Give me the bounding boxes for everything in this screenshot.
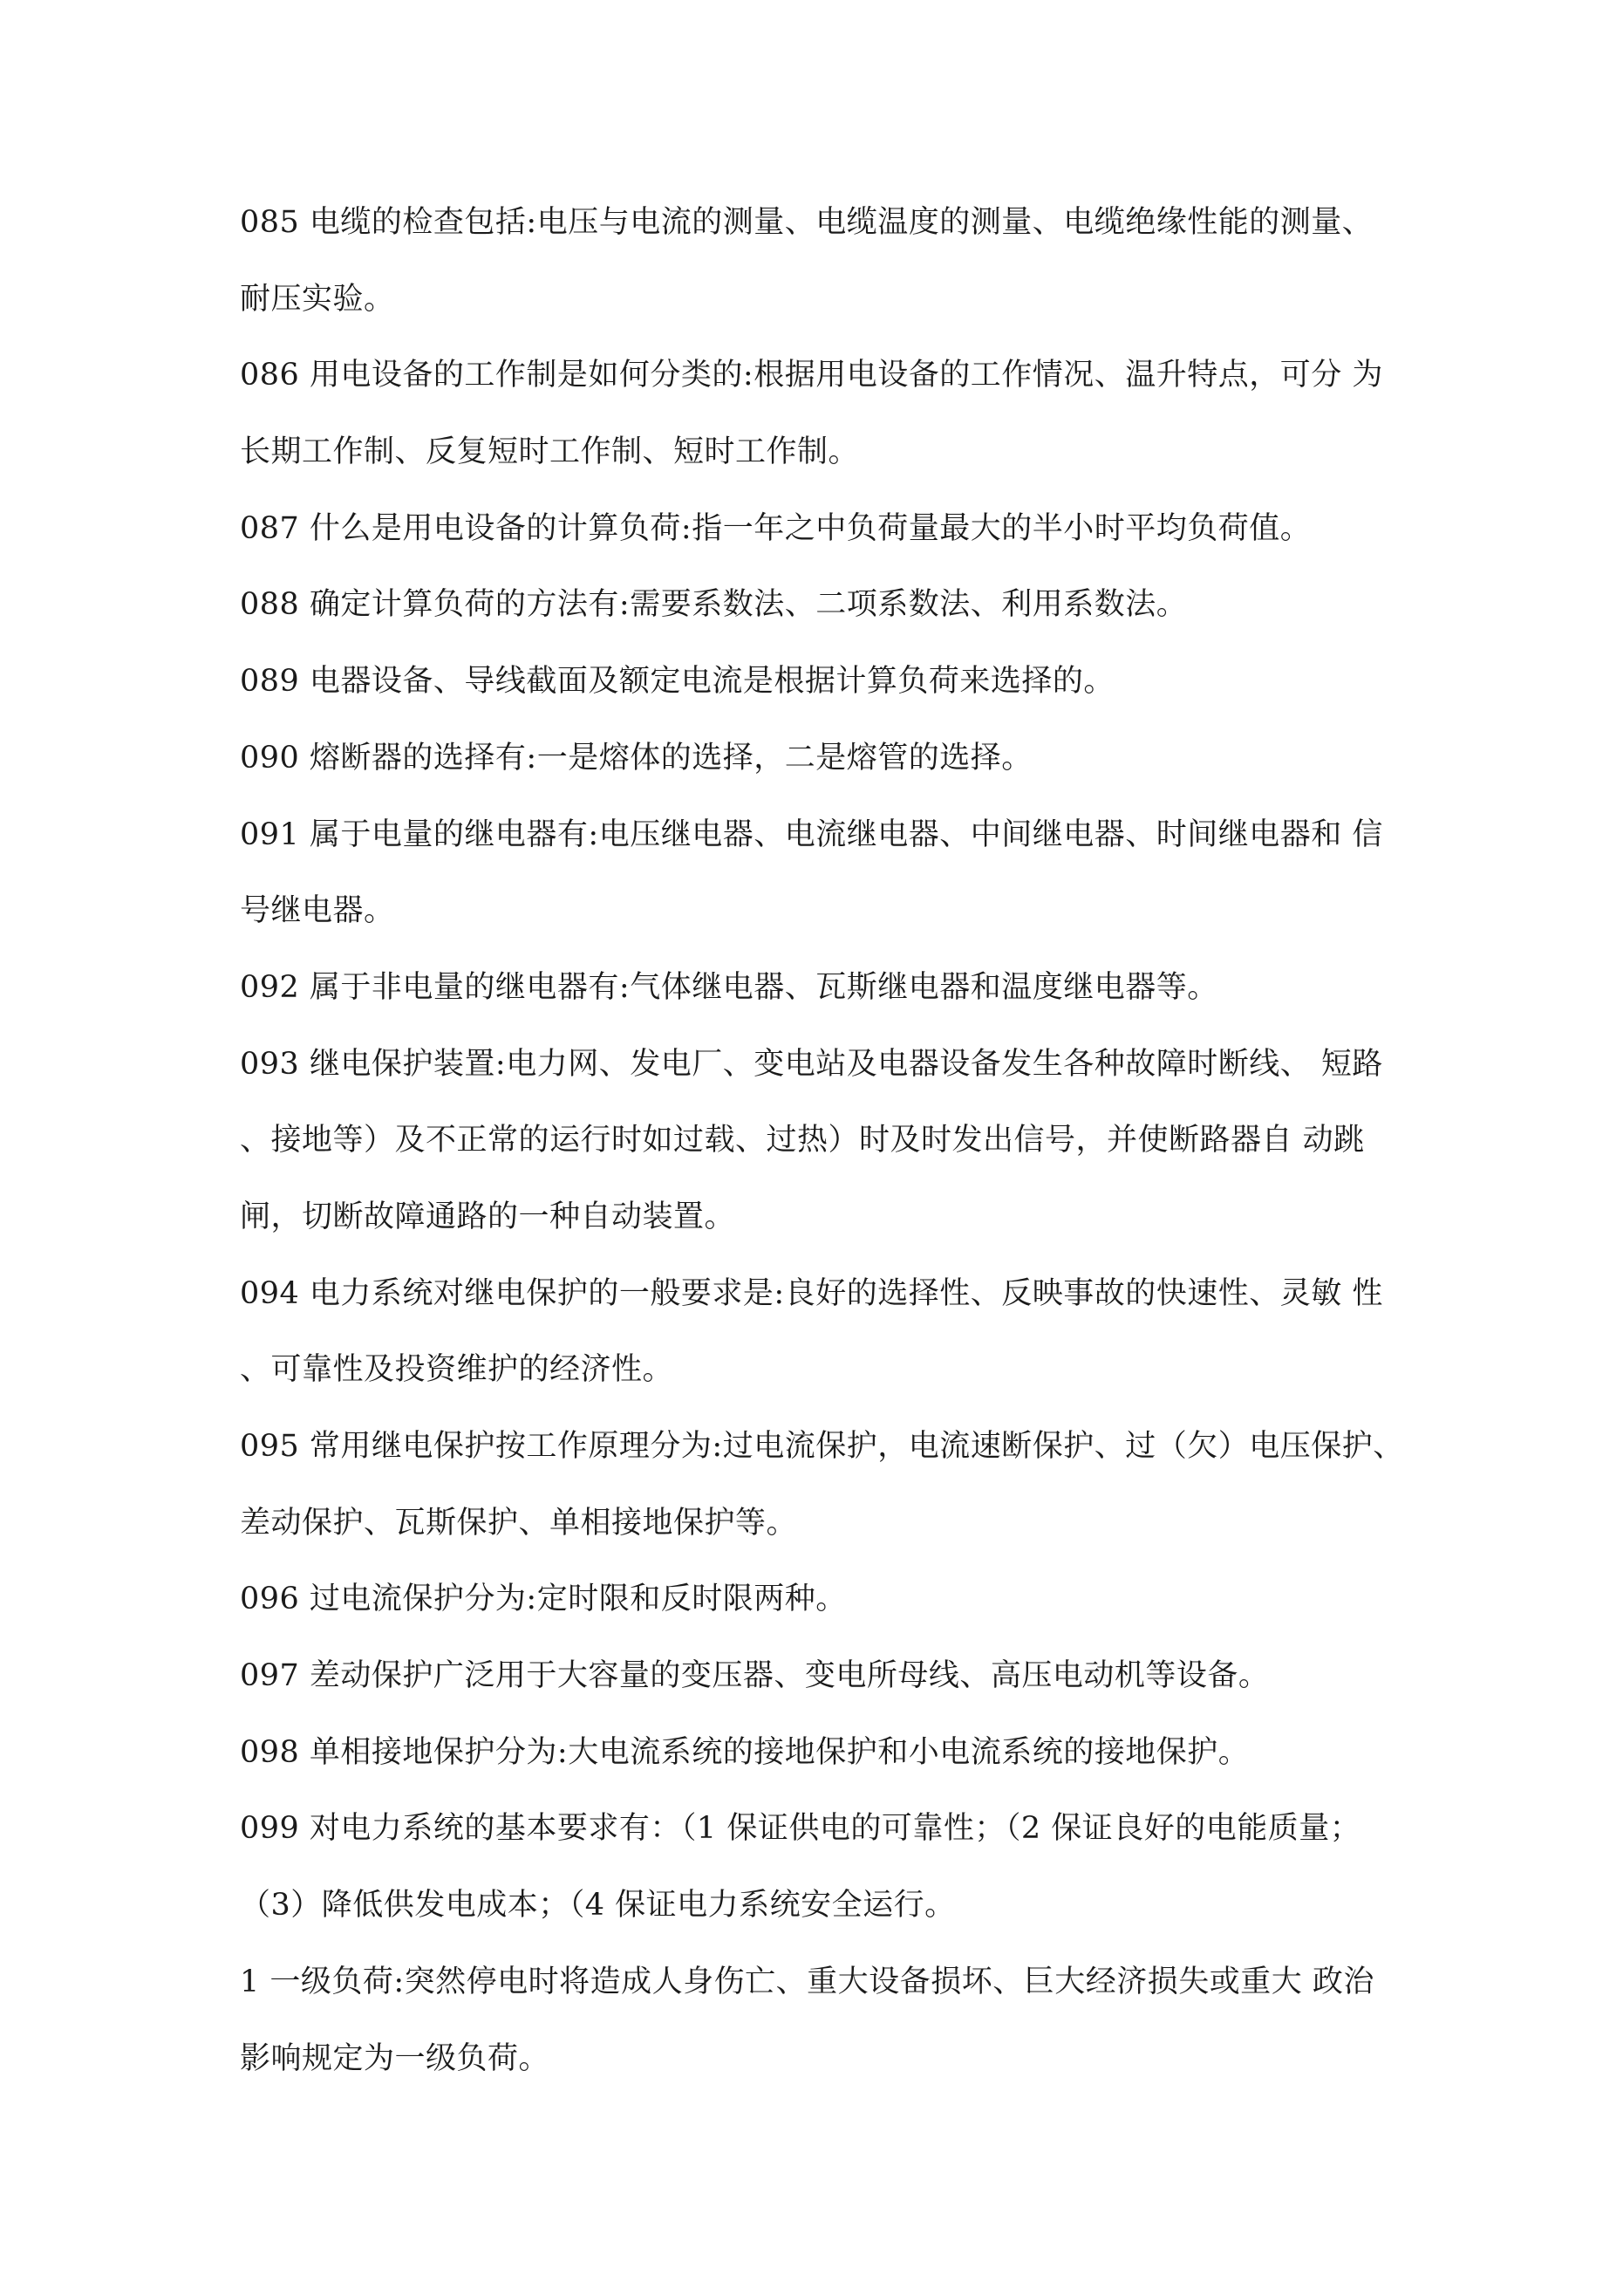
text-line-091-cont: 号继电器。 xyxy=(240,893,395,929)
text-line-094: 094 电力系统对继电保护的一般要求是:良好的选择性、反映事故的快速性、灵敏 性 xyxy=(240,1275,1383,1311)
text-line-089: 089 电器设备、导线截面及额定电流是根据计算负荷来选择的。 xyxy=(240,664,1115,700)
text-line-095: 095 常用继电保护按工作原理分为:过电流保护，电流速断保护、过（欠）电压保护、 xyxy=(240,1429,1404,1464)
text-line-092: 092 属于非电量的继电器有:气体继电器、瓦斯继电器和温度继电器等。 xyxy=(240,969,1218,1005)
text-line-099-cont: （3）降低供发电成本；（4 保证电力系统安全运行。 xyxy=(240,1888,956,1924)
text-line-096: 096 过电流保护分为:定时限和反时限两种。 xyxy=(240,1582,847,1617)
text-line-099: 099 对电力系统的基本要求有：（1 保证供电的可靠性；（2 保证良好的电能质量； xyxy=(240,1811,1361,1847)
text-line-087: 087 什么是用电设备的计算负荷:指一年之中负荷量最大的半小时平均负荷值。 xyxy=(240,510,1312,546)
text-line-085: 085 电缆的检查包括:电压与电流的测量、电缆温度的测量、电缆绝缘性能的测量、 xyxy=(240,205,1374,240)
document-body xyxy=(240,203,1404,2115)
text-line-1-cont: 影响规定为一级负荷。 xyxy=(240,2040,550,2076)
text-line-088: 088 确定计算负荷的方法有:需要系数法、二项系数法、利用系数法。 xyxy=(240,587,1188,623)
text-line-098: 098 单相接地保护分为:大电流系统的接地保护和小电流系统的接地保护。 xyxy=(240,1734,1250,1770)
text-line-093-cont-1: 、接地等）及不正常的运行时如过载、过热）时及时发出信号，并使断路器自 动跳 xyxy=(240,1123,1365,1158)
text-line-093-cont-2: 闸，切断故障通路的一种自动装置。 xyxy=(240,1199,736,1234)
text-line-091: 091 属于电量的继电器有:电压继电器、电流继电器、中间继电器、时间继电器和 信 xyxy=(240,817,1383,852)
text-line-085-cont: 耐压实验。 xyxy=(240,281,395,317)
text-line-097: 097 差动保护广泛用于大容量的变压器、变电所母线、高压电动机等设备。 xyxy=(240,1658,1270,1694)
text-line-090: 090 熔断器的选择有:一是熔体的选择，二是熔管的选择。 xyxy=(240,740,1033,776)
text-line-095-cont: 差动保护、瓦斯保护、单相接地保护等。 xyxy=(240,1505,798,1541)
text-line-086: 086 用电设备的工作制是如何分类的:根据用电设备的工作情况、温升特点，可分 为 xyxy=(240,358,1383,393)
text-line-1: 1 一级负荷:突然停电时将造成人身伤亡、重大设备损坏、巨大经济损失或重大 政治 xyxy=(240,1964,1374,1999)
text-line-086-cont: 长期工作制、反复短时工作制、短时工作制。 xyxy=(240,434,860,470)
text-line-094-cont: 、可靠性及投资维护的经济性。 xyxy=(240,1352,674,1388)
text-line-093: 093 继电保护装置:电力网、发电厂、变电站及电器设备发生各种故障时断线、 短路 xyxy=(240,1046,1383,1082)
